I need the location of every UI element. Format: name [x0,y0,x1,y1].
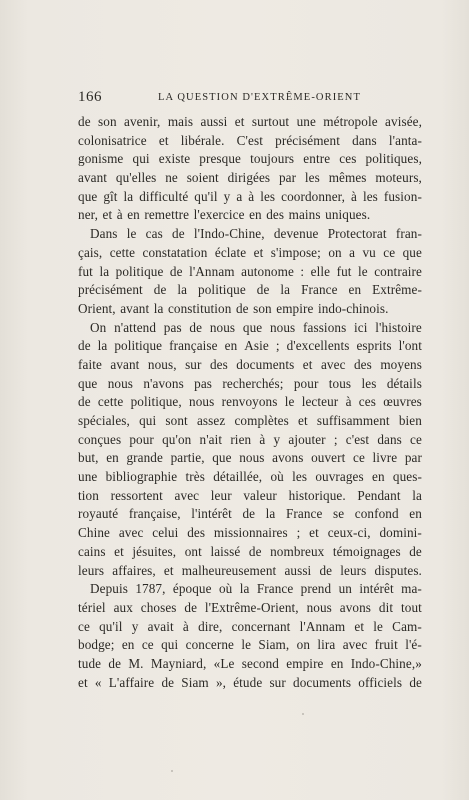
text-line: but, en grande partie, que nous avons ouvert ce livre par [78,450,422,466]
text-line: de son avenir, mais aussi et surtout une métropole avisée, [78,114,422,129]
body-text [78,113,422,692]
page-header [78,89,422,107]
text-line: tériel aux choses de l'Extrême-Orient, nous avons dit tout [78,599,422,615]
text-line: spéciales, qui sont assez complètes et suffisamment bien [78,413,422,428]
running-title: LA QUESTION D'EXTRÊME-ORIENT [158,92,362,103]
text-line: Chine avec celui des missionnaires ; et ceux-ci, domini- [78,525,422,541]
text-line: avant qu'elles ne soient dirigées par les mêmes moteurs, [78,170,422,186]
paper-speck [171,770,173,772]
text-line: Depuis 1787, époque où la France prend un intérêt ma- [90,581,422,597]
text-line: que nous n'avons pas recherchés; pour tous les détails [78,375,422,391]
text-line: çais, cette constatation éclate et s'impose; on a vu ce que [78,244,422,260]
page-number: 166 [78,89,102,105]
text-line: ce qu'il y avait à dire, concernant l'Annam et le Cam- [78,618,422,634]
text-line: On n'attend pas de nous que nous fassions ici l'histoire [90,319,422,335]
text-line: gonisme qui existe presque toujours entre ces politiques, [78,151,422,167]
text-line: royauté française, l'intérêt de la France se confond en [78,506,422,522]
text-line: de cette politique, nous renvoyons le lecteur à ces œuvres [78,394,422,410]
text-line: conçues pour qu'on n'ait rien à y ajouter ; c'est dans ce [78,431,422,447]
text-line: cains et jésuites, ont laissé de nombreux témoignages de [78,543,422,559]
text-line: bodge; en ce qui concerne le Siam, on lira avec fruit l'é- [78,637,422,653]
paper-speck [302,713,304,715]
text-line: et « L'affaire de Siam », étude sur documents officiels de [78,674,422,690]
text-line: Dans le cas de l'Indo-Chine, devenue Protectorat fran- [90,226,422,242]
text-line: faite avant nous, sur des documents et avec des moyens [78,356,422,372]
text-line: tude de M. Mayniard, «Le second empire en Indo-Chine,» [78,655,422,671]
text-line: fut la politique de l'Annam autonome : elle fut le contraire [78,263,422,279]
text-line: leurs affaires, et malheureusement aussi de leurs disputes. [78,562,422,578]
text-line: que gît la difficulté qu'il y a à les coordonner, à les fusion- [78,188,422,204]
text-line: colonisatrice et libérale. C'est précisément dans l'anta- [78,132,422,148]
text-line: ner, et à en remettre l'exercice en des mains uniques. [78,207,371,223]
text-line: précisément de la politique de la France en Extrême- [78,282,422,298]
text-line: de la politique française en Asie ; d'excellents esprits l'ont [78,338,422,354]
text-line: une bibliographie très détaillée, où les ouvrages en ques- [78,469,422,485]
text-line: Orient, avant la constitution de son empire indo-chinois. [78,300,389,316]
text-line: tion ressortent avec leur valeur historique. Pendant la [78,487,422,503]
